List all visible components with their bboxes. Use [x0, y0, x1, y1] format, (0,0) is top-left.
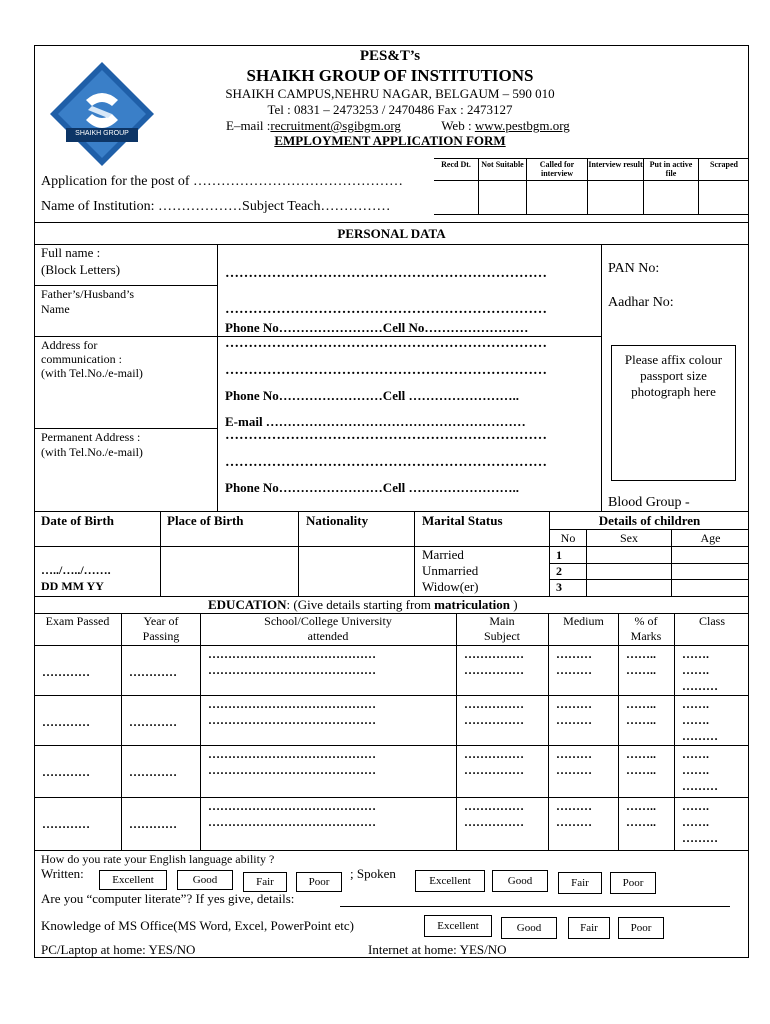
spoken-fair-option[interactable]: Fair: [558, 872, 602, 894]
edu-marks-input-row-4[interactable]: ……..: [626, 799, 656, 813]
internet-field[interactable]: Internet at home: YES/NO: [368, 942, 507, 957]
edu-exam-input-row-2[interactable]: …………: [42, 715, 90, 729]
children-age-header: Age: [700, 531, 721, 545]
computer-details-line[interactable]: [340, 906, 730, 907]
dob-format: DD MM YY: [41, 579, 104, 593]
english-question: How do you rate your English language ability ?: [41, 852, 275, 866]
edu-exam-input-row-4[interactable]: …………: [42, 817, 90, 831]
edu-subject-input-row-3[interactable]: ……………: [464, 763, 524, 777]
spoken-label: ; Spoken: [350, 866, 396, 881]
edu-school-input-row-2[interactable]: ……………………………………: [208, 697, 376, 711]
edu-class-input-3-row-3[interactable]: ………: [682, 779, 718, 793]
org-tel: Tel : 0831 – 2473253 / 2470486 Fax : 2473127: [267, 102, 513, 117]
office-col-scraped: Scraped: [710, 160, 738, 169]
edu-medium-input-row-2[interactable]: ………: [556, 713, 592, 727]
office-col-recd: Recd Dt.: [441, 160, 471, 169]
edu-school-input-row-1[interactable]: ……………………………………: [208, 663, 376, 677]
edu-exam-input-row-3[interactable]: …………: [42, 765, 90, 779]
edu-class-input-row-2[interactable]: …….: [682, 697, 709, 711]
edu-header-exam: Exam Passed: [45, 614, 110, 628]
edu-header-class: Class: [698, 614, 725, 628]
edu-class-input-row-3[interactable]: …….: [682, 747, 709, 761]
office-col-active: Put in active file: [649, 160, 693, 178]
edu-school-input-row-4[interactable]: ……………………………………: [208, 799, 376, 813]
address-phone-input[interactable]: Phone No……………………Cell ……………………..: [225, 388, 519, 403]
edu-header-year: Year of Passing: [142, 614, 180, 643]
children-sex-header: Sex: [620, 531, 638, 545]
written-good-option[interactable]: Good: [177, 870, 233, 890]
frame-left: [34, 45, 35, 958]
written-fair-option[interactable]: Fair: [243, 872, 287, 892]
child-row-2: 2: [556, 564, 562, 578]
edu-medium-input-row-2[interactable]: ………: [556, 697, 592, 711]
children-no-header: No: [560, 531, 576, 545]
edu-school-input-row-3[interactable]: ……………………………………: [208, 747, 376, 761]
pc-laptop-field[interactable]: PC/Laptop at home: YES/NO: [41, 942, 196, 957]
edu-school-input-row-4[interactable]: ……………………………………: [208, 815, 376, 829]
edu-medium-input-row-4[interactable]: ………: [556, 815, 592, 829]
org-email-row: [226, 118, 570, 134]
address-input-2[interactable]: ……………………………………………………………: [225, 363, 547, 378]
marital-widow[interactable]: Widow(er): [422, 579, 479, 594]
email-input[interactable]: E-mail ……………………………………………………: [225, 414, 526, 429]
full-name-input[interactable]: ……………………………………………………………: [225, 266, 547, 281]
edu-school-input-row-1[interactable]: ……………………………………: [208, 647, 376, 661]
spoken-poor-option[interactable]: Poor: [610, 872, 656, 894]
edu-class-input-row-4[interactable]: …….: [682, 815, 709, 829]
edu-marks-input-row-2[interactable]: ……..: [626, 697, 656, 711]
edu-header-subject: Main Subject: [484, 614, 520, 643]
address-input-1[interactable]: ……………………………………………………………: [225, 336, 547, 351]
pob-header: Place of Birth: [167, 513, 244, 528]
nationality-header: Nationality: [306, 513, 369, 528]
edu-medium-input-row-3[interactable]: ………: [556, 763, 592, 777]
form-title: EMPLOYMENT APPLICATION FORM: [274, 133, 506, 148]
father-name-label: Father’s/Husband’s Name: [41, 287, 135, 316]
permanent-address-label: Permanent Address : (with Tel.No./e-mail): [41, 430, 143, 459]
edu-class-input-3-row-4[interactable]: ………: [682, 831, 718, 845]
email-link[interactable]: recruitment@sgibgm.org: [270, 118, 401, 133]
edu-marks-input-row-1[interactable]: ……..: [626, 647, 656, 661]
edu-marks-input-row-4[interactable]: ……..: [626, 815, 656, 829]
edu-subject-input-row-2[interactable]: ……………: [464, 713, 524, 727]
child-row-3: 3: [556, 580, 562, 594]
web-label: Web :: [441, 118, 475, 133]
edu-subject-input-row-4[interactable]: ……………: [464, 815, 524, 829]
aadhar-label: Aadhar No:: [608, 295, 674, 310]
edu-class-input-row-4[interactable]: …….: [682, 799, 709, 813]
perm-address-input-2[interactable]: ……………………………………………………………: [225, 455, 547, 470]
email-label: E–mail :: [226, 118, 271, 133]
institution-logo: [48, 60, 156, 168]
application-post-field[interactable]: Application for the post of ………………………………………: [41, 174, 404, 189]
edu-medium-input-row-1[interactable]: ………: [556, 647, 592, 661]
edu-header-school: School/College University attended: [264, 614, 392, 643]
father-phone-input[interactable]: Phone No……………………Cell No……………………: [225, 320, 529, 335]
edu-header-marks: % of Marks: [630, 614, 662, 643]
personal-section-title: PERSONAL DATA: [337, 226, 446, 241]
computer-literate-question: Are you “computer literate”? If yes give, details:: [41, 891, 295, 906]
child-row-1: 1: [556, 548, 562, 562]
edu-marks-input-row-1[interactable]: ……..: [626, 663, 656, 677]
frame-right: [748, 45, 749, 958]
office-col-result: Interview result: [588, 160, 643, 169]
ms-good-option[interactable]: Good: [501, 917, 557, 939]
edu-header-medium: Medium: [563, 614, 604, 628]
logo-text: SHAIKH GROUP: [75, 130, 129, 137]
ms-office-label: Knowledge of MS Office(MS Word, Excel, PowerPoint etc): [41, 918, 354, 933]
dob-input[interactable]: …../…../…….: [41, 563, 111, 577]
edu-class-input-row-1[interactable]: …….: [682, 663, 709, 677]
frame-top: [34, 45, 749, 46]
edu-subject-input-row-2[interactable]: ……………: [464, 697, 524, 711]
perm-phone-input[interactable]: Phone No……………………Cell ……………………..: [225, 480, 519, 495]
edu-class-input-row-3[interactable]: …….: [682, 763, 709, 777]
edu-school-input-row-2[interactable]: ……………………………………: [208, 713, 376, 727]
org-name: SHAIKH GROUP OF INSTITUTIONS: [246, 66, 534, 85]
written-excellent-option[interactable]: Excellent: [99, 870, 167, 890]
edu-medium-input-row-3[interactable]: ………: [556, 747, 592, 761]
father-name-input[interactable]: ……………………………………………………………: [225, 302, 547, 317]
org-address: SHAIKH CAMPUS,NEHRU NAGAR, BELGAUM – 590 010: [225, 86, 555, 101]
ms-poor-option[interactable]: Poor: [618, 917, 664, 939]
marital-married[interactable]: Married: [422, 547, 464, 562]
edu-class-input-3-row-1[interactable]: ………: [682, 679, 718, 693]
photo-instruction: Please affix colour passport size photograph here: [624, 352, 723, 399]
edu-subject-input-row-1[interactable]: ……………: [464, 647, 524, 661]
written-label: Written:: [41, 866, 84, 881]
edu-exam-input-row-1[interactable]: …………: [42, 665, 90, 679]
address-label: Address for communication : (with Tel.No./e-mail): [41, 338, 143, 380]
edu-medium-input-row-4[interactable]: ………: [556, 799, 592, 813]
institution-field[interactable]: Name of Institution: ………………Subject Teach……………: [41, 199, 391, 214]
ms-fair-option[interactable]: Fair: [568, 917, 610, 939]
edu-medium-input-row-1[interactable]: ………: [556, 663, 592, 677]
marital-unmarried[interactable]: Unmarried: [422, 563, 479, 578]
blood-group-label: Blood Group -: [608, 495, 690, 510]
written-poor-option[interactable]: Poor: [296, 872, 342, 892]
spoken-excellent-option[interactable]: Excellent: [415, 870, 485, 892]
office-col-called: Called for interview: [539, 160, 575, 178]
education-title: EDUCATION: [208, 597, 287, 612]
edu-year-input-row-1[interactable]: …………: [129, 665, 177, 679]
pan-label: PAN No:: [608, 261, 660, 276]
ms-excellent-option[interactable]: Excellent: [424, 915, 492, 937]
edu-year-input-row-3[interactable]: …………: [129, 765, 177, 779]
edu-marks-input-row-3[interactable]: ……..: [626, 747, 656, 761]
edu-class-input-row-1[interactable]: …….: [682, 647, 709, 661]
org-line1: PES&T’s: [359, 48, 421, 64]
children-header: Details of children: [598, 513, 701, 528]
web-link[interactable]: www.pestbgm.org: [474, 118, 570, 133]
edu-marks-input-row-2[interactable]: ……..: [626, 713, 656, 727]
edu-class-input-3-row-2[interactable]: ………: [682, 729, 718, 743]
photo-box[interactable]: [611, 345, 736, 481]
edu-school-input-row-3[interactable]: ……………………………………: [208, 763, 376, 777]
edu-subject-input-row-1[interactable]: ……………: [464, 663, 524, 677]
marital-header: Marital Status: [422, 513, 503, 528]
edu-year-input-row-2[interactable]: …………: [129, 715, 177, 729]
spoken-good-option[interactable]: Good: [492, 870, 548, 892]
edu-subject-input-row-3[interactable]: ……………: [464, 747, 524, 761]
edu-subject-input-row-4[interactable]: ……………: [464, 799, 524, 813]
edu-year-input-row-4[interactable]: …………: [129, 817, 177, 831]
dob-header: Date of Birth: [41, 513, 114, 528]
perm-address-input-1[interactable]: ……………………………………………………………: [225, 428, 547, 443]
office-col-not-suitable: Not Suitable: [481, 160, 524, 169]
full-name-label: Full name : (Block Letters): [41, 245, 121, 277]
education-title-row: EDUCATION: (Give details starting from matriculation ): [208, 597, 518, 612]
edu-class-input-row-2[interactable]: …….: [682, 713, 709, 727]
edu-marks-input-row-3[interactable]: ……..: [626, 763, 656, 777]
